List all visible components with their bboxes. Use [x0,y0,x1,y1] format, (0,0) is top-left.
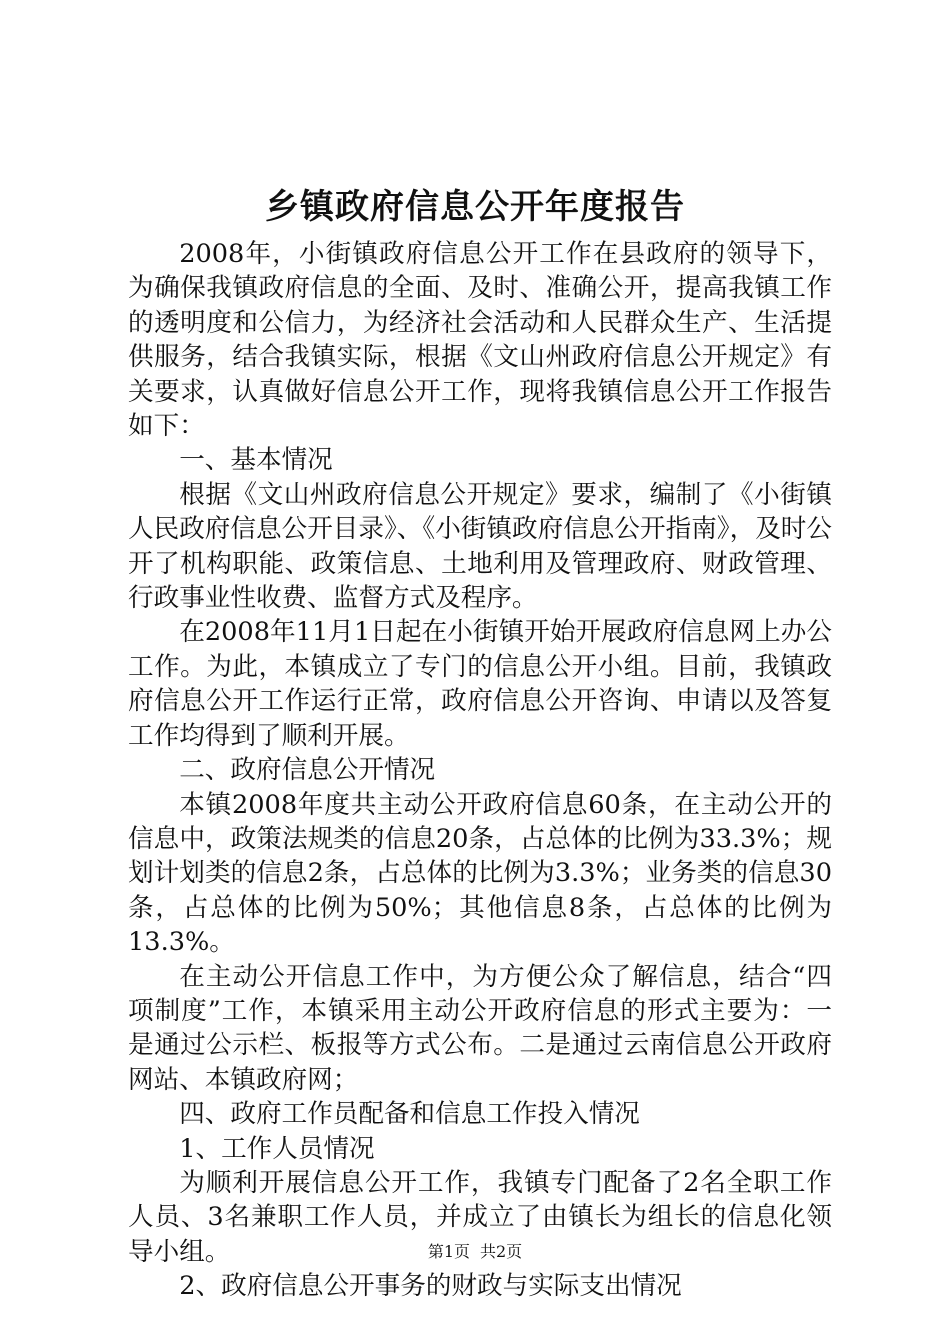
paragraph-online-office: 在2008年11月1日起在小街镇开始开展政府信息网上办公工作。为此，本镇成立了专门的信息公开小组。目前，我镇政府信息公开工作运行正常，政府信息公开咨询、申请以及答复工作均得到了顺利开展。 [128,617,832,751]
page-footer [0,1241,950,1263]
paragraph-personnel: 为顺利开展信息公开工作，我镇专门配备了2名全职工作人员、3名兼职工作人员，并成立了由镇长为组长的信息化领导小组。 [128,1167,832,1267]
document-body [128,237,832,1304]
subsection-heading-finance: 2、政府信息公开事务的财政与实际支出情况 [179,1271,682,1302]
section-heading-basic-situation: 一、基本情况 [179,445,333,476]
paragraph-disclosure-methods: 在主动公开信息工作中，为方便公众了解信息，结合“四项制度”工作，本镇采用主动公开政府信息的形式主要为：一是通过公示栏、板报等方式公布。二是通过云南信息公开政府网站、本镇政府网； [128,961,832,1095]
subsection-heading-personnel: 1、工作人员情况 [179,1133,375,1164]
page-number: 第1页 [427,1242,470,1261]
page-total: 共2页 [480,1242,523,1261]
paragraph-catalog: 根据《文山州政府信息公开规定》要求，编制了《小街镇人民政府信息公开目录》、《小街镇政府信息公开指南》，及时公开了机构职能、政策信息、土地利用及管理政府、财政管理、行政事业性收费、监督方式及程序。 [128,479,832,614]
paragraph-intro: 2008年，小街镇政府信息公开工作在县政府的领导下，为确保我镇政府信息的全面、及时、准确公开，提高我镇工作的透明度和公信力，为经济社会活动和人民群众生产、生活提供服务，结合我镇实际，根据《文山州政府信息公开规定》有关要求，认真做好信息公开工作，现将我镇信息公开工作报告如下： [128,239,832,442]
document-title: 乡镇政府信息公开年度报告 [265,187,685,227]
paragraph-statistics: 本镇2008年度共主动公开政府信息60条，在主动公开的信息中，政策法规类的信息20条，占总体的比例为33.3%；规划计划类的信息2条，占总体的比例为3.3%；业务类的信息30条，占总体的比例为50%；其他信息8条，占总体的比例为13.3%。 [128,789,832,958]
section-heading-staffing: 四、政府工作员配备和信息工作投入情况 [179,1099,640,1130]
section-heading-disclosure: 二、政府信息公开情况 [179,755,436,786]
